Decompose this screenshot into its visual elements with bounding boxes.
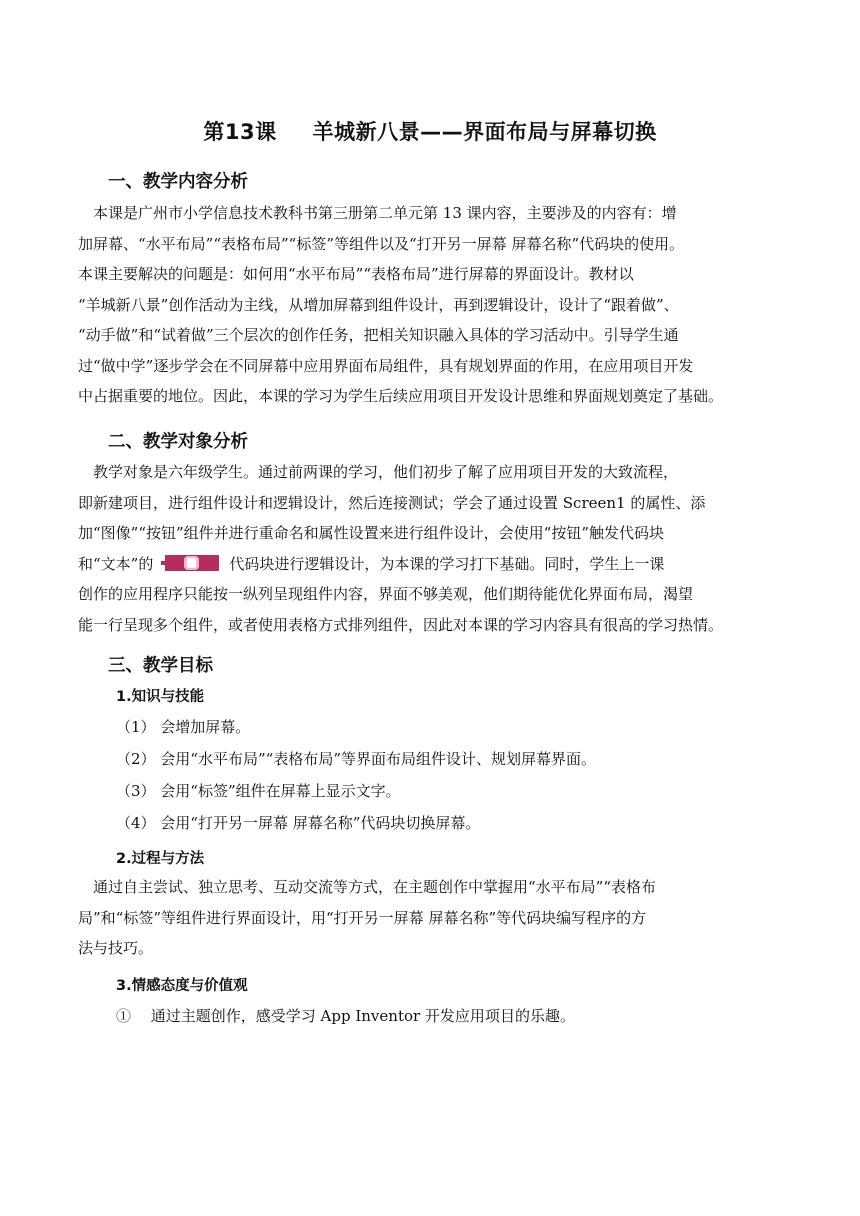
goal-item: ① 通过主题创作，感受学习 App Inventor 开发应用项目的乐趣。: [116, 1007, 575, 1025]
lesson-number: 第13课: [203, 120, 277, 144]
line-text-after-icon: 代码块进行逻辑设计，为本课的学习打下基础。同时，学生上一课: [229, 554, 665, 573]
paragraph-line: 中占据重要的地位。因此，本课的学习为学生后续应用项目开发设计思维和界面规划奠定了基础。: [78, 387, 724, 405]
paragraph-line: 加屏幕、“水平布局”“表格布局”“标签”等组件以及“打开另一屏幕 屏幕名称”代码块的使用。: [78, 234, 685, 253]
subheading-knowledge-skills: 1.知识与技能: [116, 689, 205, 705]
goal-item: （2） 会用“水平布局”“表格布局”等界面布局组件设计、规划屏幕界面。: [116, 750, 596, 768]
section-heading-teaching-goals: 三、教学目标: [108, 656, 213, 676]
paragraph-line: 通过自主尝试、独立思考、互动交流等方式，在主题创作中掌握用“水平布局”“表格布: [78, 878, 657, 896]
lesson-name: 羊城新八景——界面布局与屏幕切换: [312, 120, 657, 144]
paragraph-line: 即新建项目，进行组件设计和逻辑设计，然后连接测试；学会了通过设置 Screen1 的属性、添: [78, 493, 706, 512]
paragraph-line: [78, 549, 798, 580]
student-analysis-paragraph: [78, 457, 798, 640]
paragraph-line: 教学对象是六年级学生。通过前两课的学习，他们初步了解了应用项目开发的大致流程，: [78, 463, 679, 481]
paragraph-line: 本课是广州市小学信息技术教科书第三册第二单元第 13 课内容，主要涉及的内容有：增: [78, 204, 677, 222]
goal-item: （1） 会增加屏幕。: [116, 718, 251, 736]
text-string-block-icon: [161, 551, 223, 575]
subheading-attitude-values: 3.情感态度与价值观: [116, 978, 248, 994]
paragraph-line: 法与技巧。: [78, 939, 154, 957]
paragraph-line: 过“做中学”逐步学会在不同屏幕中应用界面布局组件，具有规划界面的作用，在应用项目开发: [78, 356, 694, 375]
goal-item: （4） 会用“打开另一屏幕 屏幕名称”代码块切换屏幕。: [116, 814, 481, 832]
paragraph-line: 创作的应用程序只能按一纵列呈现组件内容，界面不够美观，他们期待能优化界面布局，渴望: [78, 585, 694, 603]
paragraph-line: “动手做”和“试着做”三个层次的创作任务，把相关知识融入具体的学习活动中。引导学生通: [78, 326, 679, 344]
paragraph-line: 加“图像”“按钮”组件并进行重命名和属性设置来进行组件设计，会使用“按钮”触发代码块: [78, 524, 665, 542]
subheading-process-methods: 2.过程与方法: [116, 851, 205, 867]
goal-item: （3） 会用“标签”组件在屏幕上显示文字。: [116, 782, 401, 800]
paragraph-line: “羊城新八景”创作活动为主线，从增加屏幕到组件设计，再到逻辑设计，设计了“跟着做”、: [78, 295, 679, 314]
process-methods-paragraph: [78, 872, 798, 964]
section-heading-content-analysis: 一、教学内容分析: [108, 172, 248, 192]
paragraph-line: 局”和“标签”等组件进行界面设计，用“打开另一屏幕 屏幕名称”等代码块编写程序的方: [78, 908, 647, 927]
line-text-before-icon: 和“文本”的: [78, 554, 154, 573]
paragraph-line: 本课主要解决的问题是：如何用“水平布局”“表格布局”进行屏幕的界面设计。教材以: [78, 265, 634, 283]
paragraph-line: 能一行呈现多个组件，或者使用表格方式排列组件，因此对本课的学习内容具有很高的学习热情。: [78, 615, 724, 634]
content-analysis-paragraph: [78, 198, 798, 412]
page-title: [0, 116, 860, 146]
section-heading-student-analysis: 二、教学对象分析: [108, 432, 248, 452]
